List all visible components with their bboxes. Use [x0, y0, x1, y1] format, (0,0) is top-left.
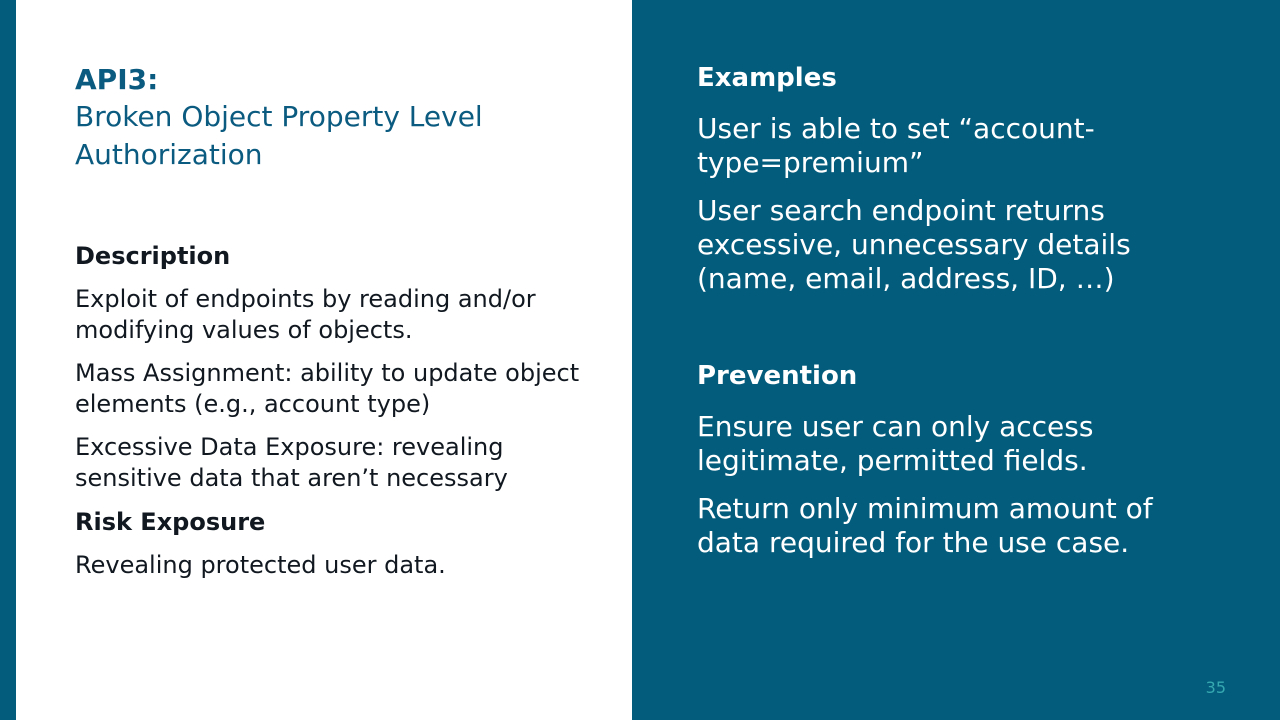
left-content: [75, 240, 615, 593]
examples-heading: Examples: [697, 63, 837, 93]
right-panel: [632, 0, 1280, 720]
description-item: Exploit of endpoints by reading and/or modifying values of objects.: [75, 285, 536, 344]
title-api-number: API3:: [75, 63, 159, 96]
slide-title: [75, 62, 595, 174]
risk-exposure-heading: Risk Exposure: [75, 508, 266, 536]
description-item: Mass Assignment: ability to update object elements (e.g., account type): [75, 359, 580, 418]
description-item: Excessive Data Exposure: revealing sensitive data that aren’t necessary: [75, 433, 508, 492]
example-item: User search endpoint returns excessive, unnecessary details (name, email, address, ID, …): [697, 194, 1131, 295]
example-item: User is able to set “account-type=premium”: [697, 112, 1095, 179]
prevention-item: Return only minimum amount of data required for the use case.: [697, 492, 1153, 559]
description-heading: Description: [75, 242, 231, 270]
prevention-heading: Prevention: [697, 361, 858, 391]
page-number: 35: [1205, 678, 1226, 697]
right-content: [697, 60, 1217, 574]
title-risk-name: Broken Object Property Level Authorization: [75, 100, 483, 171]
risk-exposure-text: Revealing protected user data.: [75, 551, 446, 579]
left-accent-stripe: [0, 0, 16, 720]
left-panel: [16, 0, 632, 720]
prevention-item: Ensure user can only access legitimate, permitted fields.: [697, 410, 1094, 477]
